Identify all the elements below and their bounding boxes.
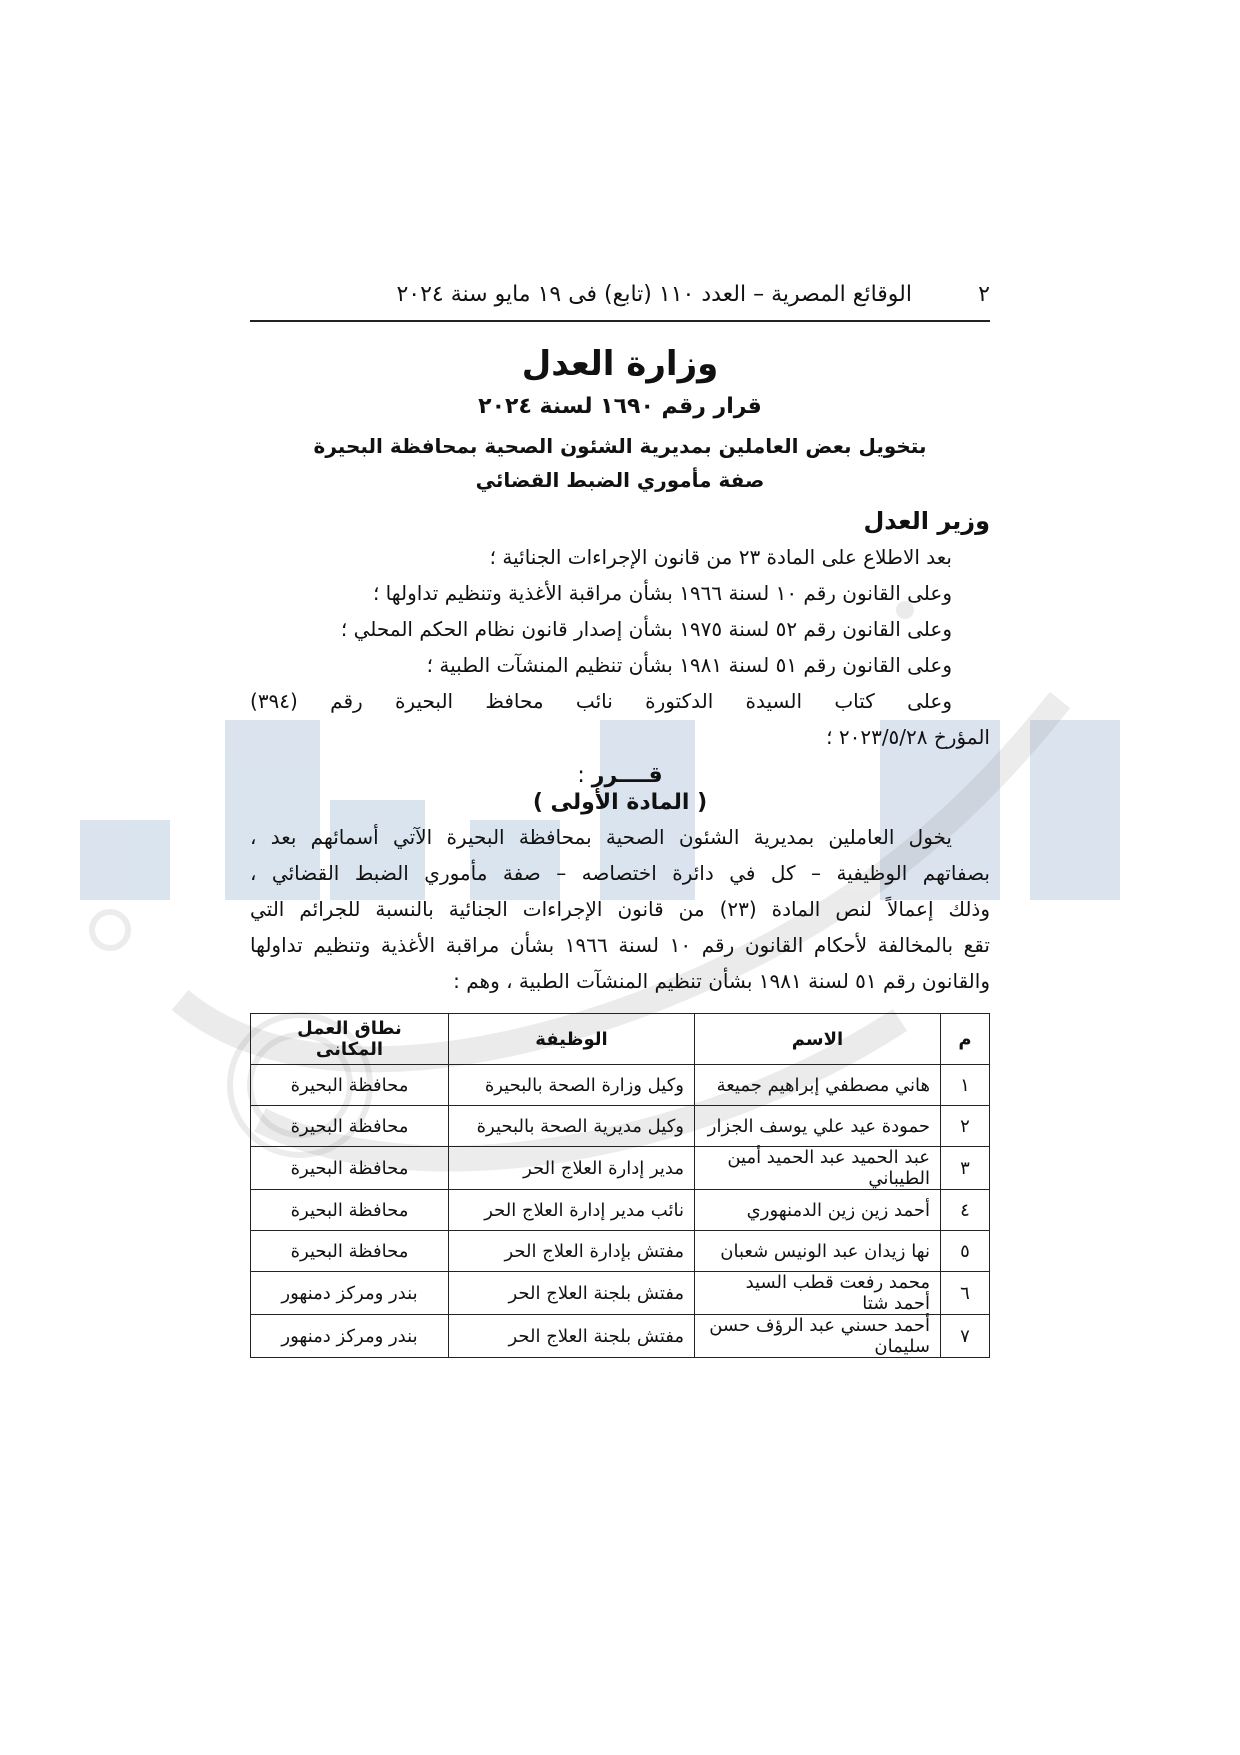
row-name: عبد الحميد عبد الحميد أمين الطيباني bbox=[695, 1147, 941, 1190]
decree-title: قرار رقم ١٦٩٠ لسنة ٢٠٢٤ bbox=[478, 394, 762, 419]
row-job: نائب مدير إدارة العلاج الحر bbox=[449, 1190, 695, 1231]
preamble-line: بعد الاطلاع على المادة ٢٣ من قانون الإجراءات الجنائية ؛ bbox=[489, 545, 952, 569]
table-row bbox=[251, 1315, 990, 1358]
row-name: أحمد حسني عبد الرؤف حسن سليمان bbox=[695, 1315, 941, 1358]
ministry-title: وزارة العدل bbox=[521, 344, 719, 384]
row-number: ٤ bbox=[941, 1190, 990, 1231]
preamble bbox=[250, 539, 990, 755]
decided-heading bbox=[250, 763, 990, 788]
table-row bbox=[251, 1147, 990, 1190]
page-number: ٢ bbox=[978, 282, 990, 307]
minister-heading: وزير العدل bbox=[863, 507, 990, 535]
row-scope: بندر ومركز دمنهور bbox=[251, 1272, 449, 1315]
row-number: ١ bbox=[941, 1065, 990, 1106]
decided-word: قــــرر bbox=[591, 763, 663, 788]
decree-subject-line: صفة مأموري الضبط القضائي bbox=[475, 468, 765, 492]
row-number: ٥ bbox=[941, 1231, 990, 1272]
table-row bbox=[251, 1231, 990, 1272]
row-scope: محافظة البحيرة bbox=[251, 1190, 449, 1231]
row-scope: محافظة البحيرة bbox=[251, 1106, 449, 1147]
article-line: وذلك إعمالاً لنص المادة (٢٣) من قانون الإجراءات الجنائية بالنسبة للجرائم التي bbox=[250, 897, 991, 921]
row-number: ٣ bbox=[941, 1147, 990, 1190]
decided-colon: : bbox=[577, 763, 585, 788]
table-row bbox=[251, 1272, 990, 1315]
page-header bbox=[250, 280, 990, 322]
table-row bbox=[251, 1106, 990, 1147]
article-line: تقع بالمخالفة لأحكام القانون رقم ١٠ لسنة ١٩٦٦ بشأن مراقبة الأغذية وتنظيم تداولها bbox=[250, 933, 990, 957]
preamble-line: وعلى القانون رقم ١٠ لسنة ١٩٦٦ بشأن مراقبة الأغذية وتنظيم تداولها ؛ bbox=[372, 581, 952, 605]
article-line: يخول العاملين بمديرية الشئون الصحية بمحافظة البحيرة الآتي أسمائهم بعد ، bbox=[250, 825, 952, 849]
row-job: مفتش بلجنة العلاج الحر bbox=[449, 1272, 695, 1315]
article-line: بصفاتهم الوظيفية – كل في دائرة اختصاصه – صفة مأموري الضبط القضائي ، bbox=[250, 861, 990, 885]
row-job: وكيل وزارة الصحة بالبحيرة bbox=[449, 1065, 695, 1106]
table-row bbox=[251, 1065, 990, 1106]
article-title: ( المادة الأولى ) bbox=[532, 790, 708, 815]
officers-table bbox=[250, 1013, 990, 1358]
column-header-number: م bbox=[941, 1014, 990, 1065]
preamble-line: وعلى القانون رقم ٥١ لسنة ١٩٨١ بشأن تنظيم المنشآت الطبية ؛ bbox=[426, 653, 952, 677]
row-job: وكيل مديرية الصحة بالبحيرة bbox=[449, 1106, 695, 1147]
row-scope: محافظة البحيرة bbox=[251, 1065, 449, 1106]
table-header-row bbox=[251, 1014, 990, 1065]
issue-info: الوقائع المصرية – العدد ١١٠ (تابع) فى ١٩ مايو سنة ٢٠٢٤ bbox=[396, 282, 912, 307]
row-number: ٢ bbox=[941, 1106, 990, 1147]
preamble-line: المؤرخ ٢٠٢٣/٥/٢٨ ؛ bbox=[826, 725, 990, 749]
row-job: مفتش بإدارة العلاج الحر bbox=[449, 1231, 695, 1272]
row-job: مدير إدارة العلاج الحر bbox=[449, 1147, 695, 1190]
row-scope: محافظة البحيرة bbox=[251, 1147, 449, 1190]
column-header-name: الاسم bbox=[695, 1014, 941, 1065]
row-scope: بندر ومركز دمنهور bbox=[251, 1315, 449, 1358]
preamble-line: وعلى القانون رقم ٥٢ لسنة ١٩٧٥ بشأن إصدار قانون نظام الحكم المحلي ؛ bbox=[340, 617, 952, 641]
row-name: نها زيدان عبد الونيس شعبان bbox=[695, 1231, 941, 1272]
article-line: والقانون رقم ٥١ لسنة ١٩٨١ بشأن تنظيم المنشآت الطبية ، وهم : bbox=[453, 969, 990, 993]
preamble-line: وعلى كتاب السيدة الدكتورة نائب محافظ البحيرة رقم (٣٩٤) bbox=[250, 689, 952, 713]
decree-subject bbox=[250, 429, 990, 497]
row-number: ٦ bbox=[941, 1272, 990, 1315]
table-row bbox=[251, 1190, 990, 1231]
row-name: محمد رفعت قطب السيد أحمد شتا bbox=[695, 1272, 941, 1315]
row-name: أحمد زين زين الدمنهوري bbox=[695, 1190, 941, 1231]
row-number: ٧ bbox=[941, 1315, 990, 1358]
row-name: هاني مصطفي إبراهيم جميعة bbox=[695, 1065, 941, 1106]
row-job: مفتش بلجنة العلاج الحر bbox=[449, 1315, 695, 1358]
column-header-job: الوظيفة bbox=[449, 1014, 695, 1065]
gazette-page bbox=[250, 280, 990, 1358]
row-name: حمودة عيد علي يوسف الجزار bbox=[695, 1106, 941, 1147]
decree-subject-line: بتخويل بعض العاملين بمديرية الشئون الصحية بمحافظة البحيرة bbox=[313, 434, 927, 458]
row-scope: محافظة البحيرة bbox=[251, 1231, 449, 1272]
column-header-scope: نطاق العمل المكانى bbox=[251, 1014, 449, 1065]
article-body bbox=[250, 819, 990, 999]
